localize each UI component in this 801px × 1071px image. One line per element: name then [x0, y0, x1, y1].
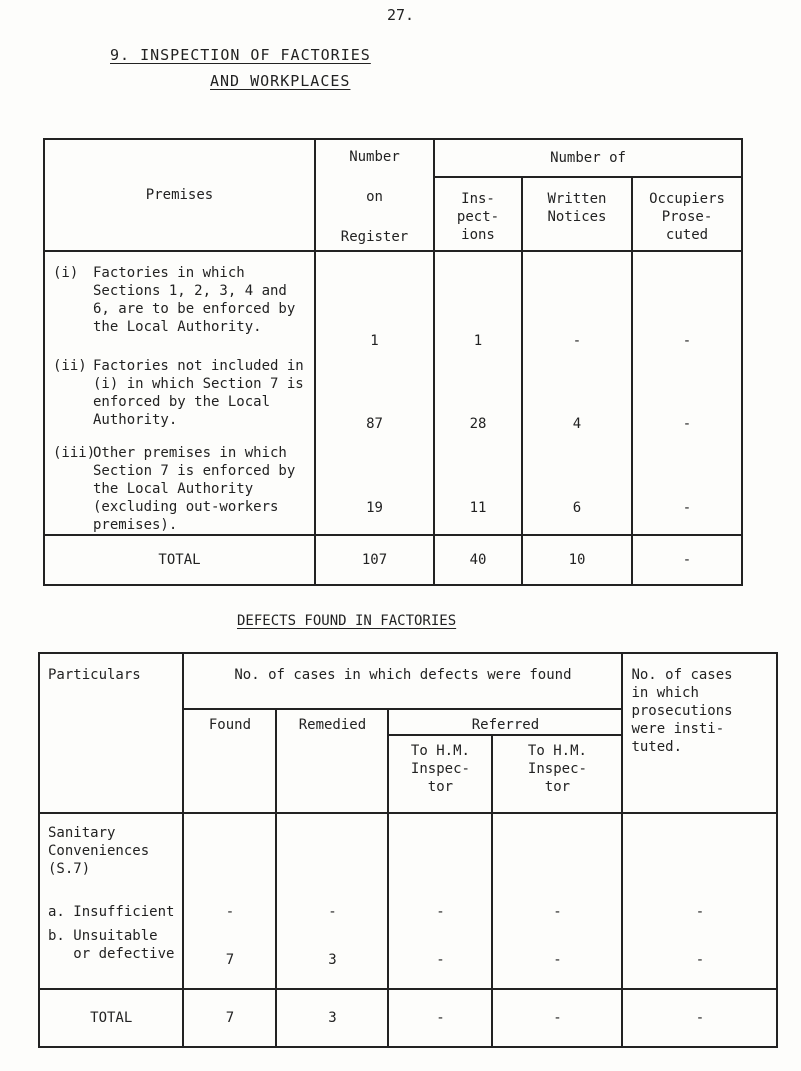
number-of-header: Number of: [434, 139, 742, 177]
total-label: TOTAL: [39, 989, 183, 1047]
total-row: [39, 989, 777, 1047]
occupiers-prosecuted-header: Occupiers Prose- cuted: [632, 177, 742, 251]
table-row: [39, 813, 777, 989]
prosecutions-header: No. of cases in which prosecutions were insti- tuted.: [622, 653, 777, 813]
premises-header: Premises: [44, 139, 315, 251]
premises-cell: (i) Factories in which Sections 1, 2, 3, 4 and 6, are to be enforced by the Local Authority. (ii) Factories not included in (i) in which Section 7 is enforced by the Local Authority. (iii) Other premises in which Section 7 is enforced by the Local Authority (excluding out-workers premises).: [44, 251, 315, 535]
cases-found-header: No. of cases in which defects were found: [183, 653, 622, 709]
total-remedied: 3: [276, 989, 388, 1047]
total-inspections: 40: [434, 535, 522, 585]
inspection-table: [43, 138, 743, 586]
notices-cell: - 4 6: [522, 251, 632, 535]
found-header: Found: [183, 709, 276, 813]
page-number: 27.: [386, 6, 415, 24]
table-row: [44, 251, 742, 535]
remedied-header: Remedied: [276, 709, 388, 813]
inspections-header: Ins- pect- ions: [434, 177, 522, 251]
written-notices-header: Written Notices: [522, 177, 632, 251]
section-subtitle: AND WORKPLACES: [210, 72, 351, 90]
referred-header: Referred: [388, 709, 622, 735]
total-hm1: -: [388, 989, 492, 1047]
defects-table: [38, 652, 778, 1048]
prosecuted-cell: - - -: [632, 251, 742, 535]
total-row: [44, 535, 742, 585]
total-found: 7: [183, 989, 276, 1047]
to-hm-inspector-header-2: To H.M. Inspec- tor: [492, 735, 622, 813]
hm1-cell: - -: [388, 813, 492, 989]
total-register: 107: [315, 535, 434, 585]
total-label: TOTAL: [44, 535, 315, 585]
particulars-header: Particulars: [39, 653, 183, 813]
register-cell: 1 87 19: [315, 251, 434, 535]
total-hm2: -: [492, 989, 622, 1047]
particulars-cell: Sanitary Conveniences (S.7) a. Insufficient b. Unsuitable or defective: [39, 813, 183, 989]
prosecutions-cell: - -: [622, 813, 777, 989]
to-hm-inspector-header-1: To H.M. Inspec- tor: [388, 735, 492, 813]
hm2-cell: - -: [492, 813, 622, 989]
register-header: Number on Register: [315, 139, 434, 251]
found-cell: - 7: [183, 813, 276, 989]
remedied-cell: - 3: [276, 813, 388, 989]
total-prosecuted: -: [632, 535, 742, 585]
section-title: 9. INSPECTION OF FACTORIES: [110, 46, 371, 64]
inspections-cell: 1 28 11: [434, 251, 522, 535]
total-prosecutions: -: [622, 989, 777, 1047]
total-notices: 10: [522, 535, 632, 585]
defects-title: DEFECTS FOUND IN FACTORIES: [237, 613, 457, 629]
